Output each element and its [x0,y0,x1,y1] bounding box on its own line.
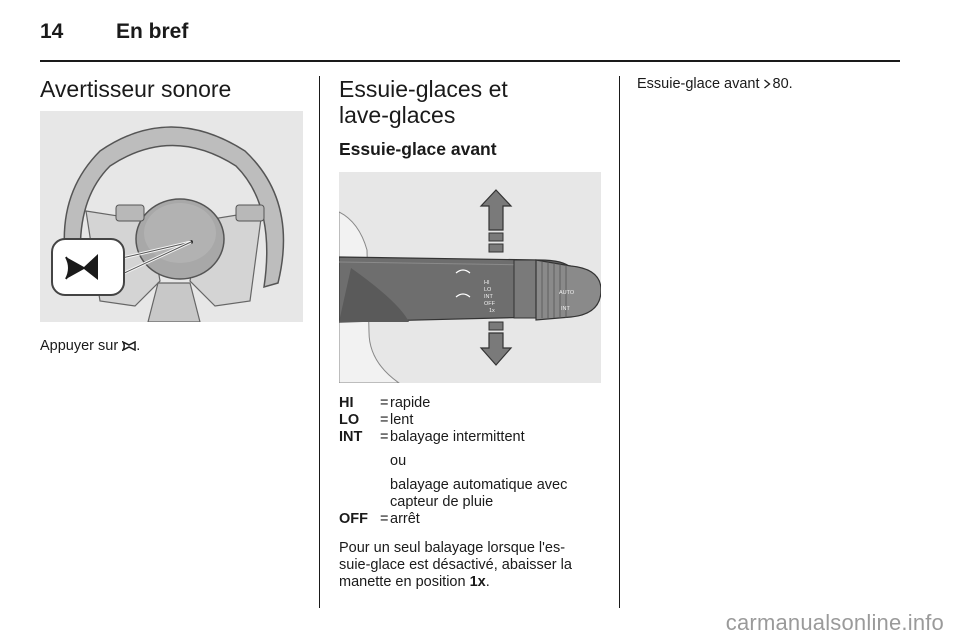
column-divider-2 [619,76,620,608]
definition-key: HI [339,395,354,411]
stalk-label-off: OFF [484,301,495,307]
instruction-text: Appuyer sur [40,338,123,354]
paragraph-line-2: suie-glace est désactivé, abaisser la [339,557,572,573]
watermark: carmanualsonline.info [725,610,944,635]
definition-row [339,511,567,528]
stalk-label-int-ring: INT [561,306,570,312]
paragraph-line-3 [339,574,601,591]
definition-key: LO [339,412,360,428]
definition-equals: = [380,395,389,411]
definition-equals: = [380,429,389,445]
subheading-front-wiper: Essuie-glace avant [339,139,497,159]
definition-row [339,395,567,412]
wiper-definitions-table [339,395,567,528]
column-horn [40,76,303,355]
stalk-label-1x: 1x [489,308,495,314]
horn-instruction [40,338,303,355]
reference-page: 80. [772,76,793,92]
reference-text: Essuie-glace avant [637,76,760,92]
horn-icon [122,341,136,351]
wiper-stalk-drawing [339,172,601,383]
definition-equals: = [380,412,389,428]
definition-value-main: balayage intermittent [390,429,525,445]
stalk-label-auto: AUTO [559,290,575,296]
definition-value: rapide [390,395,431,411]
stalk-label-lo: LO [484,287,492,293]
definition-equals: = [380,511,389,527]
column-divider-1 [319,76,320,608]
definition-value [390,429,567,511]
header-rule [40,60,900,62]
wiper-stalk-illustration [339,172,601,383]
page-number: 14 [40,20,64,43]
heading-line-1: Essuie-glaces et [339,76,508,102]
definition-value: lent [390,412,414,428]
section-heading-wipers [339,76,601,128]
chapter-title: En bref [116,20,189,43]
stalk-label-int: INT [484,294,493,300]
page-reference-icon [763,79,771,89]
column-wipers [339,76,601,591]
steering-wheel-illustration [40,111,303,322]
steering-wheel-drawing [40,111,303,322]
definition-value-alt-line2: capteur de pluie [390,494,494,510]
stalk-label-hi: HI [484,280,490,286]
definition-value: arrêt [390,511,420,527]
paragraph-text: manette en position [339,574,470,590]
column-reference [637,76,900,93]
definition-row [339,412,567,429]
section-heading-horn: Avertisseur sonore [40,76,232,102]
heading-line-2: lave-glaces [339,102,456,128]
paragraph-period: . [485,574,490,590]
definition-key: INT [339,429,363,445]
position-1x: 1x [469,574,486,590]
cross-reference[interactable] [637,76,900,93]
definition-row [339,429,567,511]
instruction-period: . [136,338,141,354]
definition-key: OFF [339,511,368,527]
paragraph-line-1: Pour un seul balayage lorsque l'es- [339,540,566,556]
definition-value-alt-line1: balayage automatique avec [390,477,568,493]
single-wipe-paragraph [339,540,601,591]
definition-value-or: ou [390,453,407,469]
